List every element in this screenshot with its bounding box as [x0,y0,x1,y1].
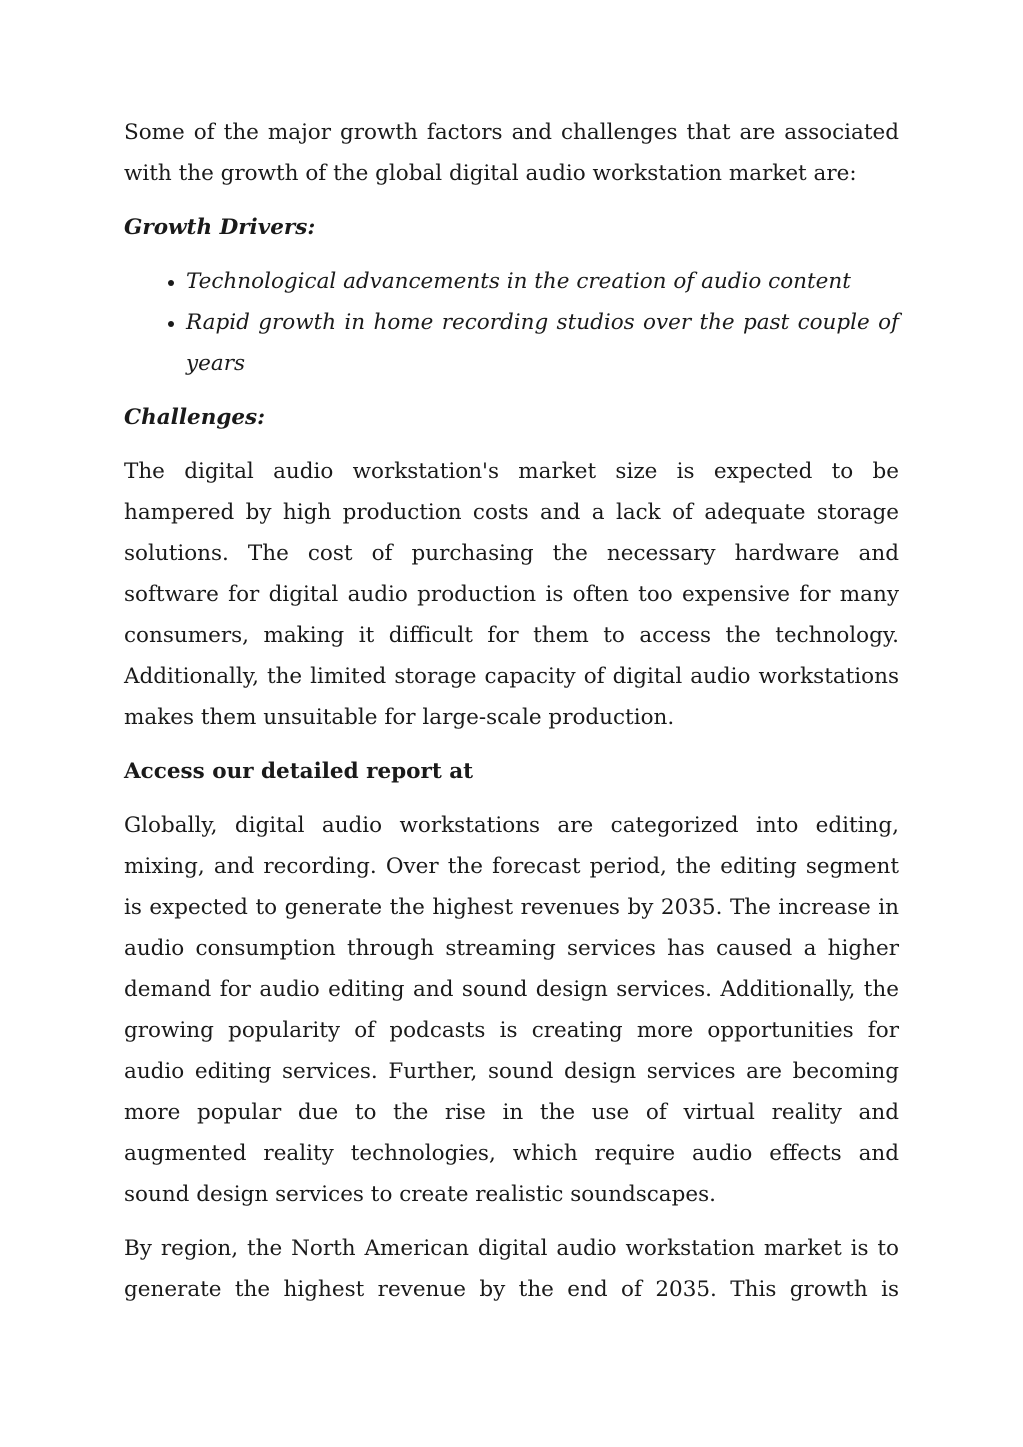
segment-paragraph: Globally, digital audio workstations are categorized into editing, mixing, and recording. Over the forecast period, the editing segment is expected to generate the highest revenues by 2035. The increase in audio consumption through streaming services has caused a higher demand for audio editing and sound design services. Additionally, the growing popularity of podcasts is creating more opportunities for audio editing services. Further, sound design services are becoming more popular due to the rise in the use of virtual reality and augmented reality technologies, which require audio effects and sound design services to create realistic soundscapes. [124,813,899,1207]
growth-drivers-heading: Growth Drivers: [124,215,316,240]
document-page [124,112,899,1323]
list-item: • Rapid growth in home recording studios over the past couple of years [186,302,899,384]
intro-paragraph: Some of the major growth factors and challenges that are associated with the growth of the global digital audio workstation market are: [124,120,899,186]
list-item: • Technological advancements in the creation of audio content [186,261,899,302]
growth-drivers-list [124,261,899,384]
region-paragraph: By region, the North American digital audio workstation market is to generate the highest revenue by the end of 2035. This growth is [124,1236,899,1302]
access-report-heading: Access our detailed report at [124,759,474,784]
challenges-paragraph: The digital audio workstation's market size is expected to be hampered by high production costs and a lack of adequate storage solutions. The cost of purchasing the necessary hardware and software for digital audio production is often too expensive for many consumers, making it difficult for them to access the technology. Additionally, the limited storage capacity of digital audio workstations makes them unsuitable for large-scale production. [124,459,899,730]
challenges-heading: Challenges: [124,405,266,430]
